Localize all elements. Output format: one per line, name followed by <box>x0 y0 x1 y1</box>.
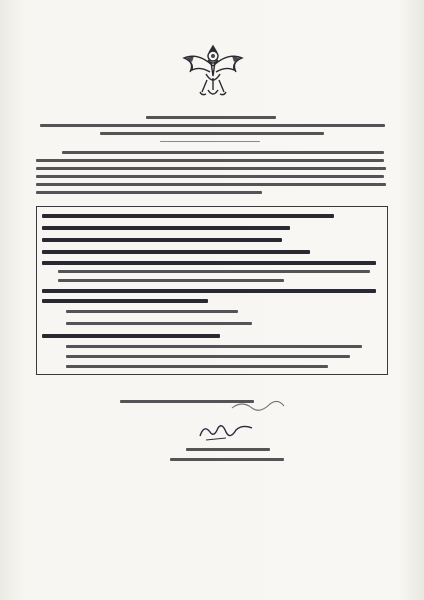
detail-item-5-cont <box>58 270 370 273</box>
scribble-mark <box>230 396 286 416</box>
detail-sub-8-2 <box>66 355 350 358</box>
detail-item-2 <box>42 226 290 230</box>
paragraph-line <box>36 159 384 162</box>
signer-name <box>186 448 270 451</box>
garuda-emblem-icon <box>180 42 246 100</box>
signature-handwritten <box>196 418 256 444</box>
paragraph-line <box>62 151 384 154</box>
detail-item-5-cont <box>58 279 284 282</box>
subject-line <box>100 132 324 135</box>
detail-item-8 <box>42 334 220 338</box>
detail-sub-8-3 <box>66 365 328 368</box>
paragraph-line <box>36 167 386 170</box>
detail-sub-8-1 <box>66 345 362 348</box>
paragraph-line <box>36 175 384 178</box>
detail-item-1 <box>42 214 334 218</box>
detail-item-7 <box>42 299 208 303</box>
paragraph-line <box>36 191 262 194</box>
subject-line <box>40 124 385 127</box>
detail-sub-7-2 <box>66 322 252 325</box>
separator-line <box>160 141 260 142</box>
paragraph-line <box>36 183 386 186</box>
detail-item-5 <box>42 261 376 265</box>
detail-sub-7-1 <box>66 310 238 313</box>
detail-item-6 <box>42 289 376 293</box>
signer-position <box>170 458 284 461</box>
title-line <box>146 116 276 119</box>
detail-item-3 <box>42 238 282 242</box>
detail-item-4 <box>42 250 310 254</box>
